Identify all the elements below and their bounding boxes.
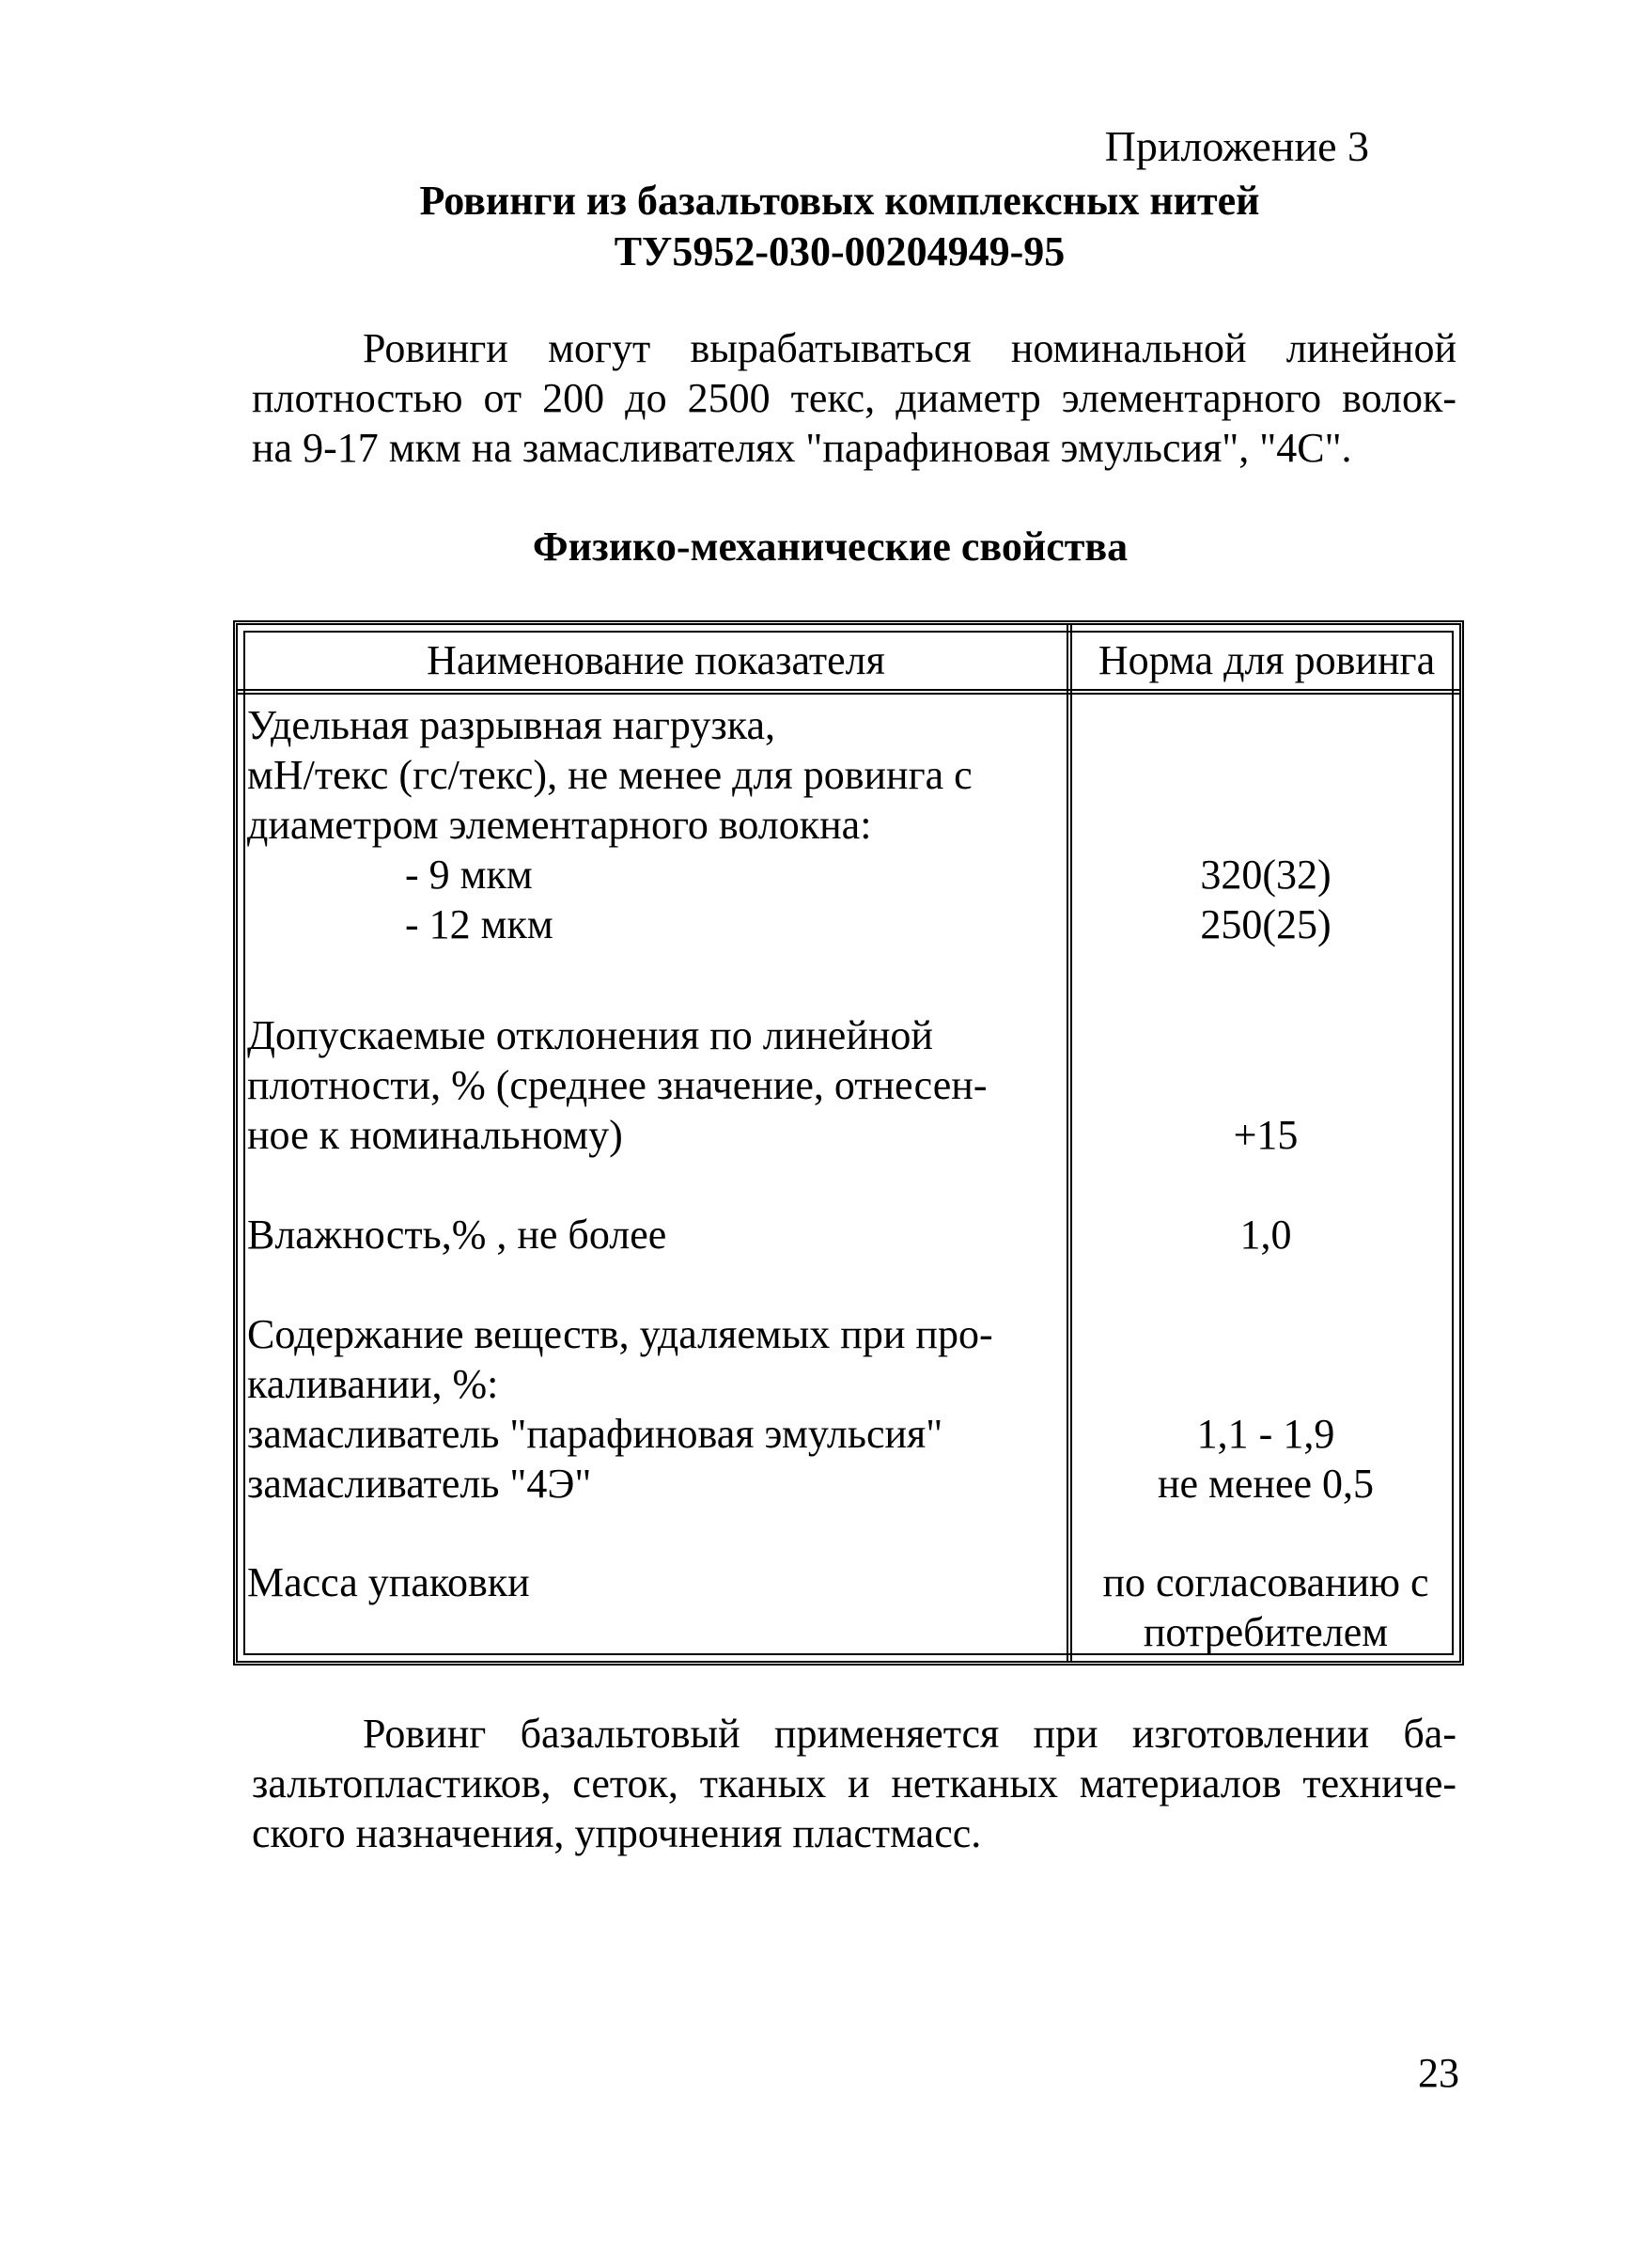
strength-line: Удельная разрывная нагрузка,: [247, 702, 775, 748]
page-number: 23: [1418, 2050, 1459, 2096]
strength-sub-label: - 9 мкм: [405, 852, 533, 898]
strength-value: 320(32): [1200, 852, 1332, 898]
loi-value: не менее 0,5: [1157, 1461, 1375, 1507]
column-divider: [1067, 625, 1072, 1661]
deviation-name-cell: [247, 1010, 1065, 1160]
application-line: Ровинг базальтовый применяется при изготовлении ба-: [363, 1711, 1456, 1757]
moisture-value: 1,0: [1239, 1212, 1292, 1258]
package-value: потребителем: [1143, 1609, 1389, 1655]
strength-name-cell: [247, 700, 1065, 949]
strength-line: диаметром элементарного волокна:: [247, 802, 872, 848]
document-spec-number: ТУ5952-030-00204949-95: [614, 228, 1066, 274]
intro-line: плотностью от 200 до 2500 текс, диаметр элементарного волок-: [252, 375, 1456, 421]
intro-line: Ровинги могут вырабатываться номинальной линейной: [363, 325, 1456, 371]
header-divider: [238, 689, 1459, 695]
intro-line: на 9-17 мкм на замасливателях "парафиновая эмульсия", "4С".: [252, 425, 1352, 471]
deviation-line: ное к номинальному): [247, 1112, 623, 1158]
loi-line: Содержание веществ, удаляемых при про-: [247, 1311, 993, 1357]
application-line: зальтопластиков, сеток, тканых и нетканых материалов техниче-: [252, 1760, 1456, 1807]
package-value: по согласованию с: [1102, 1559, 1429, 1605]
application-paragraph: [252, 1709, 1456, 1858]
deviation-line: плотности, % (среднее значение, отнесен-: [247, 1062, 988, 1108]
moisture-name-cell: Влажность,% , не более: [247, 1212, 667, 1258]
package-norm-cell: [1074, 1557, 1457, 1657]
deviation-value: +15: [1233, 1112, 1299, 1158]
document-title: Ровинги из базальтовых комплексных нитей: [419, 178, 1260, 224]
package-name-cell: Масса упаковки: [247, 1559, 530, 1605]
loi-line: замасливатель "4Э": [247, 1461, 592, 1507]
loi-value: 1,1 - 1,9: [1196, 1411, 1335, 1457]
strength-line: мН/текс (гс/текс), не менее для ровинга с: [247, 752, 973, 798]
loi-line: замасливатель "парафиновая эмульсия": [247, 1411, 943, 1457]
appendix-label: Приложение 3: [1104, 122, 1369, 170]
intro-paragraph: [252, 323, 1456, 473]
loi-line: каливании, %:: [247, 1361, 499, 1407]
deviation-line: Допускаемые отклонения по линейной: [247, 1012, 933, 1058]
properties-title: Физико-механические свойства: [532, 524, 1129, 570]
strength-norm-cell: [1074, 850, 1457, 949]
column-header-name: Наименование показателя: [427, 637, 885, 683]
column-header-norm: Норма для ровинга: [1098, 637, 1436, 683]
loi-name-cell: [247, 1309, 1065, 1509]
strength-value: 250(25): [1200, 901, 1332, 947]
application-line: ского назначения, упрочнения пластмасс.: [252, 1810, 982, 1856]
properties-table: [233, 620, 1464, 1666]
loi-norm-cell: [1074, 1409, 1457, 1509]
strength-sub-label: - 12 мкм: [405, 901, 553, 947]
